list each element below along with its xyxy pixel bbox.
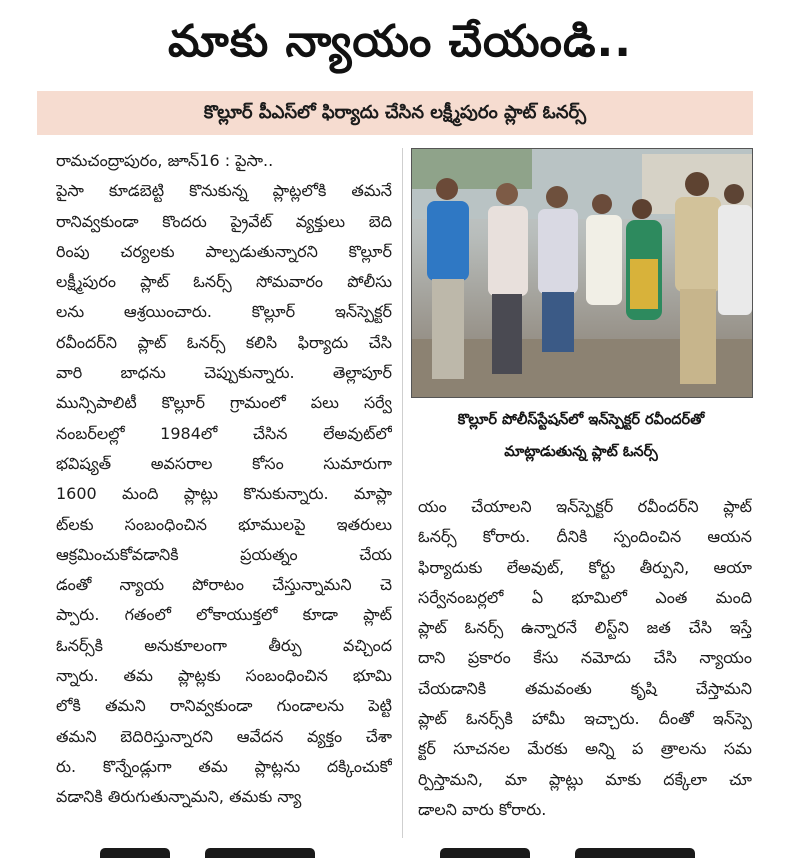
- article-line: డంతో న్యాయ పోరాటం చేస్తున్నామని చె: [56, 575, 392, 595]
- article-line: రామచంద్రాపురం, జూన్‌16 : పైసా..: [56, 151, 274, 170]
- article-line: రు. కొన్నేండ్లుగా తమ ప్లాట్లను దక్కించుకో: [56, 756, 392, 776]
- article-line: డాలని వారు కోరారు.: [418, 799, 547, 819]
- article-line: లను ఆశ్రయించారు. కొల్లూర్‌ ఇన్‌స్పెక్టర్‌: [56, 302, 392, 322]
- article-line: ప్లాట్‌ ఓనర్స్‌ ఉన్నారనే లిస్ట్‌ని జత చేసి ఇస్తే: [418, 618, 752, 638]
- article-line: వడానికి తిరుగుతున్నామని, తమకు న్యా: [56, 787, 302, 807]
- article-line: రింపు చర్యలకు పాల్పడుతున్నారని కొల్లూర్‌: [56, 241, 392, 261]
- article-line: రానివ్వకుండా కొందరు ప్రైవేట్‌ వ్యక్తులు బెది: [56, 211, 392, 231]
- article-line: ప్పారు. గతంలో లోకాయుక్తలో కూడా ప్లాట్‌: [56, 605, 392, 625]
- article-column-left: [56, 146, 392, 813]
- article-line: న్నారు. తమ ప్లాట్లకు సంబంధించిన భూమి: [56, 666, 392, 686]
- photo-caption: [411, 404, 751, 468]
- article-line: ఓనర్స్‌కి అనుకూలంగా తీర్పు వచ్చింద: [56, 635, 392, 655]
- article-line: క్టర్‌ సూచనల మేరకు అన్ని ప త్రాలను సమ: [418, 739, 752, 759]
- article-line: ఫిర్యాదుకు లేఅవుట్‌, కోర్టు తీర్పుని, ఆయా: [418, 557, 752, 577]
- article-line: ఓనర్స్‌ కోరారు. దీనికి స్పందించిన ఆయన: [418, 527, 752, 547]
- article-column-right: [418, 492, 752, 825]
- article-line: పైసా కూడబెట్టి కొనుకున్న ప్లాట్లలోకి తమనే: [56, 181, 392, 201]
- article-line: యం చేయాలని ఇన్‌స్పెక్టర్‌ రవీందర్‌ని ప్లాట్‌: [418, 497, 752, 516]
- article-line: భవిష్యత్‌ అవసరాల కోసం సుమారుగా: [56, 453, 392, 473]
- photo-caption-line: మాట్లాడుతున్న ప్లాట్‌ ఓనర్స్‌: [504, 444, 658, 460]
- column-divider: [402, 148, 403, 838]
- photo-caption-line: కొల్లూర్‌ పోలీస్‌స్టేషన్‌లో ఇన్‌స్పెక్టర్‌ రవీందర్‌తో: [457, 412, 705, 428]
- article-line: నంబర్‌లల్లో 1984లో చేసిన లేఅవుట్‌లో: [56, 423, 392, 443]
- headline: మాకు న్యాయం చేయండి..: [168, 16, 632, 67]
- article-line: వారి బాధను చెప్పుకున్నారు. తెల్లాపూర్‌: [56, 363, 392, 383]
- next-headline-cutoff: [60, 838, 720, 858]
- article-line: తమని బెదిరిస్తున్నారని ఆవేదన వ్యక్తం చేశా: [56, 726, 392, 746]
- subheadline-banner: [37, 91, 753, 135]
- article-line: సర్వేనంబర్లలో ఏ భూమిలో ఎంత మంది: [418, 587, 752, 607]
- article-line: మున్సిపాలిటీ కొల్లూర్‌ గ్రామంలో పలు సర్వే: [56, 393, 392, 413]
- article-line: చేయడానికి తమవంతు కృషి చేస్తామని: [418, 678, 752, 698]
- article-line: లోకి తమని రానివ్వకుండా గుండాలను పెట్టి: [56, 696, 392, 716]
- news-photo: [411, 148, 753, 398]
- article-line: రవీందర్‌ని ప్లాట్‌ ఓనర్స్‌ కలిసి ఫిర్యాదు చేసి: [56, 332, 392, 352]
- article-line: ట్‌లకు సంబంధించిన భూములపై ఇతరులు: [56, 514, 392, 534]
- article-line: ఆక్రమించుకోవడానికి ప్రయత్నం చేయ: [56, 544, 392, 564]
- article-line: దాని ప్రకారం కేసు నమోదు చేసి న్యాయం: [418, 648, 752, 668]
- article-line: ప్లాట్‌ ఓనర్స్‌కి హామీ ఇచ్చారు. దీంతో ఇన్‌స్పె: [418, 709, 752, 729]
- article-line: 1600 మంది ప్లాట్లు కొనుకున్నారు. మాప్లా: [56, 484, 392, 504]
- subheadline-text: కొల్లూర్‌ పీఎస్‌లో ఫిర్యాదు చేసిన లక్ష్మీపురం ప్లాట్‌ ఓనర్స్‌: [203, 102, 587, 123]
- article-line: ర్పిస్తామని, మా ప్లాట్లు మాకు దక్కేలా చూ: [418, 769, 752, 789]
- article-line: లక్ష్మీపురం ప్లాట్‌ ఓనర్స్‌ సోమవారం పోలీసు: [56, 272, 392, 292]
- news-photo-illustration: [412, 149, 752, 397]
